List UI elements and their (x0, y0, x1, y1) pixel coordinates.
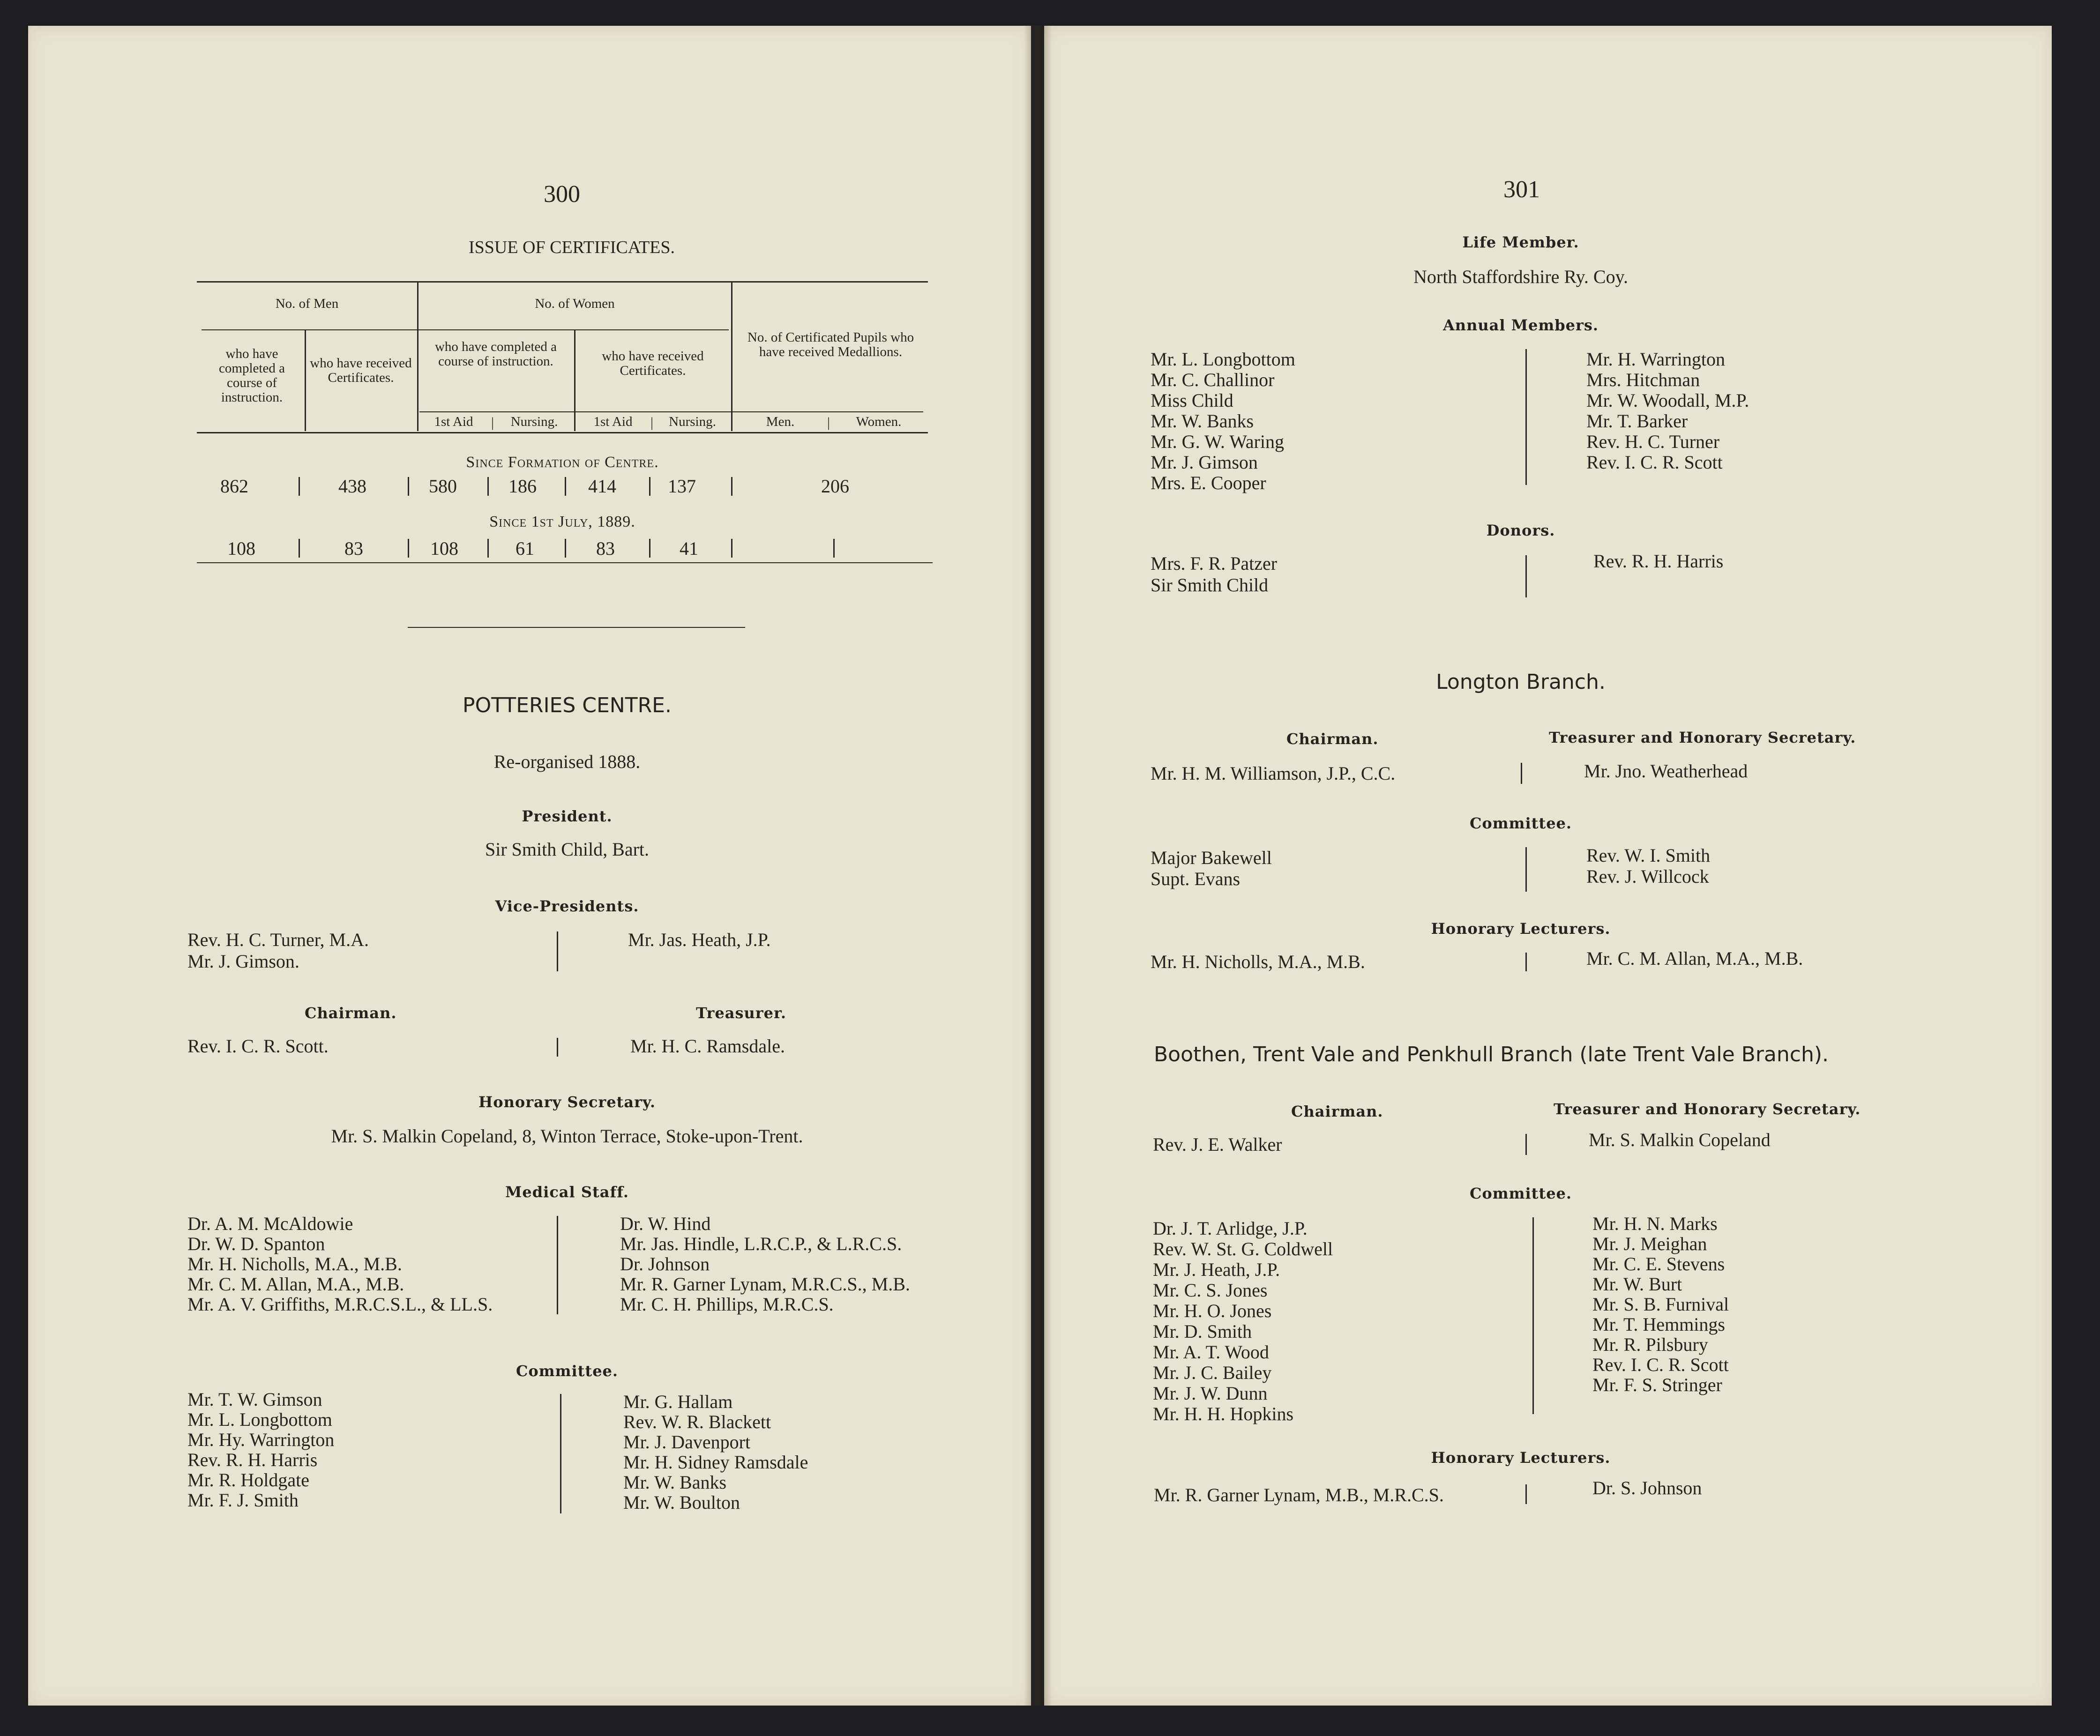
column-separator (557, 1216, 558, 1314)
committee-member: Supt. Evans (1151, 868, 1241, 889)
reorganised: Re-organised 1888. (493, 751, 641, 772)
section-since-formation: Since Formation of Centre. (466, 454, 659, 471)
column-separator (1525, 349, 1527, 485)
committee-member: Mr. F. J. Smith (187, 1490, 299, 1511)
annual-members-heading: Annual Members. (1442, 316, 1599, 334)
medical-staff-member: Mr. C. H. Phillips, M.R.C.S. (620, 1294, 834, 1315)
vice-presidents-left (187, 929, 369, 972)
committee-member: Mr. R. Holdgate (187, 1469, 309, 1490)
vice-president: Rev. H. C. Turner, M.A. (187, 929, 369, 950)
row-separator (833, 539, 835, 558)
vice-president: Mr. J. Gimson. (187, 951, 299, 972)
table-title: ISSUE OF CERTIFICATES. (468, 238, 675, 257)
boothen-lecturer: Mr. R. Garner Lynam, M.B., M.R.C.S. (1154, 1484, 1444, 1505)
page-number-left: 300 (544, 181, 580, 208)
boothen-lecturer: Dr. S. Johnson (1592, 1477, 1702, 1498)
annual-members-right (1586, 349, 1749, 473)
table-cell: 108 (430, 538, 458, 559)
longton-chairman: Mr. H. M. Williamson, J.P., C.C. (1151, 763, 1396, 784)
vice-presidents-right (628, 929, 770, 951)
sub-men: Men. (766, 414, 795, 429)
hon-secretary: Mr. S. Malkin Copeland, 8, Winton Terrace, Stoke-upon-Trent. (331, 1125, 803, 1147)
sub-separator: | (491, 415, 494, 430)
sub-first-aid: 1st Aid (593, 414, 633, 429)
longton-lecturer: Mr. H. Nicholls, M.A., M.B. (1151, 951, 1365, 972)
committee-heading: Committee. (516, 1362, 619, 1380)
medical-staff-member: Mr. R. Garner Lynam, M.R.C.S., M.B. (620, 1274, 910, 1295)
row-separator (299, 477, 300, 496)
boothen-chairman: Rev. J. E. Walker (1153, 1134, 1282, 1155)
table-cell: 108 (227, 538, 255, 559)
table-bottom-rule (197, 562, 933, 563)
book-spine (1024, 26, 1052, 1706)
committee-member: Mr. Hy. Warrington (187, 1429, 335, 1450)
medical-staff-left (187, 1214, 493, 1314)
longton-committee-left (1151, 847, 1272, 889)
medical-staff-member: Mr. C. M. Allan, M.A., M.B. (187, 1274, 404, 1295)
annual-members-left (1151, 349, 1295, 493)
donors-right (1593, 551, 1723, 572)
committee-member: Mr. C. S. Jones (1153, 1280, 1268, 1301)
boothen-committee-heading: Committee. (1469, 1185, 1572, 1202)
annual-member: Mr. C. Challinor (1151, 369, 1275, 390)
donor: Sir Smith Child (1151, 574, 1269, 596)
committee-member: Dr. J. T. Arlidge, J.P. (1153, 1218, 1308, 1239)
sub-separator: | (650, 415, 654, 430)
longton-committee-right (1586, 845, 1710, 887)
column-separator (557, 931, 558, 971)
annual-member: Rev. I. C. R. Scott (1586, 452, 1723, 473)
donor: Mrs. F. R. Patzer (1151, 553, 1278, 574)
committee-member: Mr. H. N. Marks (1592, 1213, 1718, 1234)
committee-member: Mr. J. W. Dunn (1153, 1383, 1268, 1404)
column-separator (1525, 1484, 1527, 1504)
boothen-treasurer-heading: Treasurer and Honorary Secretary. (1554, 1100, 1861, 1118)
table-header-bottom-rule (197, 432, 928, 433)
committee-member: Mr. T. W. Gimson (187, 1389, 322, 1410)
boothen-lecturers-heading: Honorary Lecturers. (1431, 1449, 1611, 1467)
life-member: North Staffordshire Ry. Coy. (1413, 266, 1628, 287)
medical-staff-member: Mr. H. Nicholls, M.A., M.B. (187, 1253, 402, 1274)
vice-president: Mr. Jas. Heath, J.P. (628, 929, 771, 950)
table-cell: 438 (338, 476, 366, 497)
longton-treasurer-heading: Treasurer and Honorary Secretary. (1549, 729, 1856, 746)
longton-committee-heading: Committee. (1469, 814, 1572, 832)
table-cell: 61 (516, 538, 534, 559)
treasurer-heading: Treasurer. (696, 1004, 786, 1022)
table-cell: 862 (220, 476, 248, 497)
group-men-header: No. of Men (275, 296, 339, 311)
committee-member: Mr. W. Boulton (623, 1492, 740, 1513)
donor: Rev. R. H. Harris (1593, 551, 1724, 572)
vice-presidents-heading: Vice-Presidents. (495, 897, 639, 915)
committee-member: Mr. J. Davenport (623, 1431, 751, 1453)
annual-member: Mr. W. Woodall, M.P. (1586, 390, 1749, 411)
medical-staff-member: Dr. A. M. McAldowie (187, 1213, 353, 1234)
donors-left (1151, 553, 1277, 596)
committee-member: Mr. S. B. Furnival (1592, 1294, 1729, 1315)
committee-member: Mr. H. Sidney Ramsdale (623, 1452, 808, 1473)
row-separator (299, 539, 300, 558)
chairman-heading: Chairman. (305, 1004, 397, 1022)
annual-member: Mr. T. Barker (1586, 410, 1688, 432)
table-cell: 580 (429, 476, 457, 497)
row-separator (731, 477, 732, 496)
chairman: Rev. I. C. R. Scott. (187, 1036, 329, 1057)
committee-right (623, 1392, 808, 1512)
committee-member: Mr. A. T. Wood (1153, 1341, 1269, 1363)
table-cell: 41 (680, 538, 698, 559)
committee-member: Mr. W. Burt (1592, 1274, 1682, 1295)
column-separator (1525, 847, 1527, 892)
table-divider (305, 330, 306, 431)
longton-lecturer: Mr. C. M. Allan, M.A., M.B. (1586, 948, 1803, 969)
table-cell: 186 (508, 476, 537, 497)
boothen-branch-title: Boothen, Trent Vale and Penkhull Branch (late Trent Vale Branch). (1154, 1043, 1829, 1066)
sub-women: Women. (856, 414, 902, 429)
section-divider (408, 627, 745, 628)
annual-member: Mr. L. Longbottom (1151, 349, 1295, 370)
committee-member: Mr. L. Longbottom (187, 1409, 332, 1430)
annual-member: Mr. J. Gimson (1151, 452, 1258, 473)
section-since-july: Since 1st July, 1889. (489, 513, 635, 530)
committee-member: Mr. F. S. Stringer (1592, 1374, 1722, 1395)
column-separator (1525, 1134, 1527, 1155)
annual-member: Miss Child (1151, 390, 1233, 411)
medical-staff-right (620, 1214, 910, 1314)
longton-chairman-heading: Chairman. (1286, 730, 1379, 748)
longton-branch-title: Longton Branch. (1436, 670, 1606, 694)
column-separator (1532, 1217, 1534, 1414)
medical-staff-member: Dr. Johnson (620, 1253, 710, 1274)
annual-member: Mr. W. Banks (1151, 410, 1254, 432)
row-separator (408, 477, 409, 496)
medical-staff-heading: Medical Staff. (505, 1183, 629, 1201)
committee-left (187, 1389, 334, 1510)
committee-member: Mr. J. Meighan (1592, 1233, 1707, 1254)
committee-member: Rev. W. I. Smith (1586, 845, 1711, 866)
table-divider (731, 281, 732, 431)
table-cell: 83 (596, 538, 615, 559)
medical-staff-member: Dr. W. Hind (620, 1213, 711, 1234)
col-men-received: who have received Certificates. (310, 356, 412, 385)
boothen-treasurer: Mr. S. Malkin Copeland (1589, 1129, 1771, 1150)
committee-member: Mr. C. E. Stevens (1592, 1253, 1725, 1274)
committee-member: Mr. H. H. Hopkins (1153, 1403, 1294, 1424)
treasurer: Mr. H. C. Ramsdale. (630, 1036, 785, 1057)
medical-staff-member: Mr. A. V. Griffiths, M.R.C.S.L., & LL.S. (187, 1294, 493, 1315)
annual-member: Mrs. E. Cooper (1151, 472, 1266, 493)
column-separator (1525, 555, 1527, 597)
column-separator (557, 1038, 558, 1057)
table-cell: 83 (344, 538, 363, 559)
table-cell: 414 (588, 476, 616, 497)
committee-member: Mr. R. Pilsbury (1592, 1334, 1708, 1355)
life-member-heading: Life Member. (1462, 233, 1579, 251)
table-cell: 137 (668, 476, 696, 497)
annual-member: Mrs. Hitchman (1586, 369, 1700, 390)
sub-nursing: Nursing. (669, 414, 716, 429)
longton-lecturers-heading: Honorary Lecturers. (1431, 920, 1611, 938)
committee-member: Mr. D. Smith (1153, 1321, 1252, 1342)
sub-separator: | (827, 415, 830, 430)
page-number-right: 301 (1503, 176, 1540, 203)
committee-member: Rev. R. H. Harris (187, 1449, 318, 1470)
annual-member: Mr. H. Warrington (1586, 349, 1726, 370)
row-separator (487, 539, 489, 558)
column-separator (1521, 763, 1522, 784)
row-separator (565, 477, 566, 496)
committee-member: Rev. J. Willcock (1586, 866, 1709, 887)
table-group-rule (202, 329, 729, 330)
committee-member: Rev. I. C. R. Scott (1592, 1354, 1729, 1375)
annual-member: Rev. H. C. Turner (1586, 431, 1720, 452)
centre-title: POTTERIES CENTRE. (463, 693, 672, 717)
hon-secretary-heading: Honorary Secretary. (478, 1093, 656, 1111)
row-separator (487, 477, 489, 496)
col-women-completed: who have completed a course of instruction. (434, 339, 557, 369)
row-separator (565, 539, 566, 558)
medical-staff-member: Dr. W. D. Spanton (187, 1233, 325, 1254)
left-page (28, 26, 1031, 1706)
donors-heading: Donors. (1486, 522, 1555, 539)
committee-member: Mr. T. Hemmings (1592, 1314, 1725, 1335)
col-men-completed: who have completed a course of instruction. (219, 346, 285, 405)
president: Sir Smith Child, Bart. (485, 839, 650, 860)
table-top-rule (197, 281, 928, 283)
table-sub-rule (419, 411, 923, 412)
committee-member: Mr. H. O. Jones (1153, 1300, 1272, 1321)
boothen-chairman-heading: Chairman. (1291, 1103, 1383, 1120)
committee-member: Rev. W. St. G. Coldwell (1153, 1238, 1333, 1259)
row-separator (649, 477, 650, 496)
president-heading: President. (522, 807, 613, 825)
col-women-received: who have received Certificates. (602, 349, 704, 378)
col-medallions: No. of Certificated Pupils who have received Medallions. (747, 330, 914, 359)
row-separator (408, 539, 409, 558)
committee-member: Mr. J. Heath, J.P. (1153, 1259, 1280, 1280)
column-separator (1525, 953, 1527, 971)
committee-member: Mr. W. Banks (623, 1472, 727, 1493)
sub-first-aid: 1st Aid (434, 414, 473, 429)
committee-member: Mr. G. Hallam (623, 1391, 733, 1412)
column-separator (560, 1394, 561, 1513)
group-women-header: No. of Women (535, 296, 615, 311)
sub-nursing: Nursing. (510, 414, 558, 429)
table-cell: 206 (821, 476, 849, 497)
row-separator (649, 539, 650, 558)
committee-member: Mr. J. C. Bailey (1153, 1362, 1272, 1383)
row-separator (731, 539, 732, 558)
longton-treasurer: Mr. Jno. Weatherhead (1584, 760, 1748, 782)
committee-member: Rev. W. R. Blackett (623, 1411, 771, 1432)
boothen-committee-right (1592, 1214, 1729, 1395)
committee-member: Major Bakewell (1151, 847, 1272, 868)
medical-staff-member: Mr. Jas. Hindle, L.R.C.P., & L.R.C.S. (620, 1233, 902, 1254)
boothen-committee-left (1153, 1218, 1333, 1424)
annual-member: Mr. G. W. Waring (1151, 431, 1284, 452)
